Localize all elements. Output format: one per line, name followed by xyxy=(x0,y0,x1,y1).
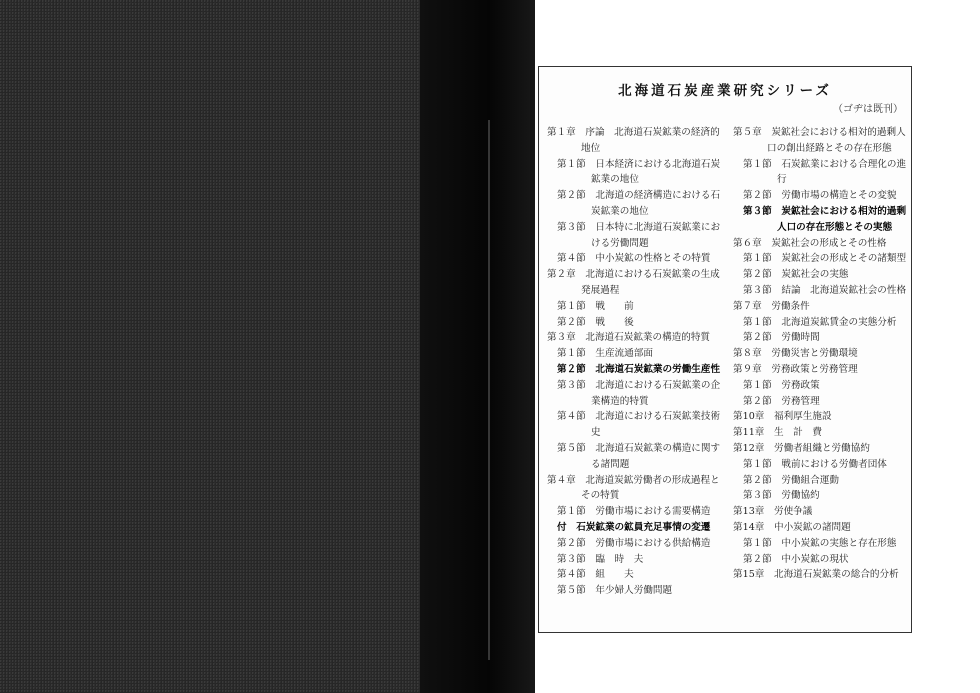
toc-entry xyxy=(547,251,723,267)
toc-entry-text: 北海道石炭鉱業の総合的分析 xyxy=(774,569,899,581)
toc-entry-text: 口の創出経路とその存在形態 xyxy=(767,142,892,154)
toc-entry xyxy=(733,536,909,552)
toc-entry xyxy=(547,236,723,252)
toc-entry xyxy=(547,552,723,568)
toc-entry xyxy=(733,394,909,410)
toc-entry xyxy=(547,362,723,378)
toc-entry-text: 炭鉱社会の実態 xyxy=(781,269,849,281)
toc-entry-text: 発展過程 xyxy=(581,284,620,296)
toc-entry xyxy=(547,315,723,331)
toc-entry xyxy=(547,346,723,362)
toc-entry-text: 福利厚生施設 xyxy=(774,411,832,423)
toc-entry-text: 労働協約 xyxy=(781,490,820,502)
toc-entry xyxy=(733,251,909,267)
toc-entry-number: 第１節 xyxy=(743,253,772,265)
toc-entry-text: 労務管理 xyxy=(781,395,820,407)
toc-entry xyxy=(733,409,909,425)
toc-entry-text: 臨 時 夫 xyxy=(595,553,644,565)
toc-entry xyxy=(547,172,723,188)
toc-entry xyxy=(733,346,909,362)
toc-entry-number: 第６章 xyxy=(733,237,762,249)
toc-entry-text: 労務政策と労務管理 xyxy=(771,363,858,375)
toc-entry xyxy=(733,441,909,457)
toc-entry-text: 石炭鉱業の鉱員充足事情の変遷 xyxy=(576,521,711,533)
toc-entry-number: 第１節 xyxy=(557,300,586,312)
toc-entry-number: 第14章 xyxy=(733,521,765,533)
toc-entry-text: 労働市場における需要構造 xyxy=(595,506,711,518)
toc-entry-text: 史 xyxy=(591,427,601,439)
toc-entry-text: 炭鉱社会の形成とその性格 xyxy=(771,237,887,249)
toc-entry xyxy=(547,473,723,489)
toc-entry-text: 労働組合運動 xyxy=(781,474,839,486)
toc-entry xyxy=(733,299,909,315)
toc-entry-number: 第12章 xyxy=(733,442,765,454)
toc-entry-text: 戦前における労働者団体 xyxy=(781,458,887,470)
toc-entry-text: 生産流通部面 xyxy=(595,348,653,360)
toc-entry-text: 業構造的特質 xyxy=(591,395,649,407)
toc-entry-number: 第３節 xyxy=(557,379,586,391)
toc-entry xyxy=(547,520,723,536)
toc-entry xyxy=(547,125,723,141)
binding-fold-shadow xyxy=(420,0,535,693)
toc-entry-text: 労働市場の構造とその変貌 xyxy=(781,190,897,202)
toc-entry xyxy=(733,378,909,394)
toc-entry xyxy=(733,520,909,536)
toc-entry xyxy=(547,299,723,315)
toc-entry-number: 第３章 xyxy=(547,332,576,344)
toc-entry xyxy=(733,204,909,220)
toc-entry-text: 炭鉱社会の形成とその諸類型 xyxy=(781,253,907,265)
toc-entry xyxy=(733,172,909,188)
toc-entry-text: 日本経済における北海道石炭 xyxy=(595,158,721,170)
toc-entry-text: 北海道石炭鉱業の構造的特質 xyxy=(585,332,711,344)
toc-entry-number: 第３節 xyxy=(557,553,586,565)
toc-entry-number: 第３節 xyxy=(743,205,772,217)
toc-entry-text: 労働市場における供給構造 xyxy=(595,537,711,549)
toc-entry xyxy=(733,567,909,583)
toc-entry-number: 第７章 xyxy=(733,300,762,312)
page-crease xyxy=(488,120,490,660)
toc-column-right xyxy=(733,125,909,583)
toc-entry-text: 行 xyxy=(777,174,787,186)
toc-entry-number: 第５章 xyxy=(733,127,762,138)
toc-entry xyxy=(733,267,909,283)
toc-entry xyxy=(733,473,909,489)
toc-entry xyxy=(733,220,909,236)
toc-entry-text: 炭鉱業の地位 xyxy=(591,205,649,217)
toc-entry xyxy=(547,394,723,410)
toc-entry-text: 中小炭鉱の性格とその特質 xyxy=(595,253,711,265)
toc-entry-number: 第２節 xyxy=(743,553,772,565)
toc-entry-text: 鉱業の地位 xyxy=(591,174,639,186)
toc-entry-number: 第１章 xyxy=(547,127,576,138)
toc-entry-text: 労務政策 xyxy=(781,379,820,391)
series-note: （ゴヂは既刊） xyxy=(833,104,903,115)
toc-entry-number: 第３節 xyxy=(743,490,772,502)
toc-entry-text: 北海道石炭鉱業の構造に関す xyxy=(595,442,721,454)
toc-entry-text: 中小炭鉱の諸問題 xyxy=(774,521,851,533)
toc-entry xyxy=(547,204,723,220)
series-toc-box xyxy=(538,66,912,633)
toc-entry-text: 労働時間 xyxy=(781,332,820,344)
toc-entry xyxy=(733,425,909,441)
toc-entry-number: 第11章 xyxy=(733,427,765,439)
toc-entry-number: 第２節 xyxy=(743,332,772,344)
toc-entry-number: 第１節 xyxy=(743,458,772,470)
toc-entry xyxy=(547,583,723,599)
toc-entry xyxy=(547,330,723,346)
toc-entry-number: 第２節 xyxy=(557,316,586,328)
toc-entry-number: 第１節 xyxy=(557,158,586,170)
toc-entry-number: 第１節 xyxy=(743,379,772,391)
toc-entry-text: 炭鉱社会における相対的過剰人 xyxy=(771,127,906,138)
toc-entry xyxy=(733,283,909,299)
toc-entry-text: 北海道石炭鉱業の労働生産性 xyxy=(595,363,721,375)
toc-entry-number: 第15章 xyxy=(733,569,765,581)
toc-entry xyxy=(733,330,909,346)
toc-entry-text: 北海道炭鉱賃金の実態分析 xyxy=(781,316,897,328)
toc-entry xyxy=(547,567,723,583)
toc-entry-text: 労働災害と労働環境 xyxy=(771,348,858,360)
toc-entry xyxy=(547,157,723,173)
toc-entry xyxy=(733,236,909,252)
toc-entry xyxy=(547,441,723,457)
toc-entry xyxy=(547,378,723,394)
toc-entry-text: 北海道における石炭鉱業の生成 xyxy=(585,269,720,281)
toc-entry-text: 組 夫 xyxy=(595,569,634,581)
toc-entry-text: 結論 北海道炭鉱社会の性格 xyxy=(781,284,907,296)
toc-entry-number: 第８章 xyxy=(733,348,762,360)
toc-entry-number: 第１節 xyxy=(743,537,772,549)
toc-entry-number: 第２節 xyxy=(743,190,772,202)
toc-entry-number: 第４節 xyxy=(557,569,586,581)
toc-entry-number: 第13章 xyxy=(733,506,765,518)
toc-entry-text: 生 計 費 xyxy=(774,427,822,439)
toc-entry xyxy=(547,425,723,441)
toc-entry-number: 第２節 xyxy=(557,537,586,549)
toc-entry xyxy=(733,552,909,568)
toc-entry xyxy=(547,457,723,473)
toc-entry-text: 炭鉱社会における相対的過剰 xyxy=(781,205,907,217)
toc-entry xyxy=(547,267,723,283)
toc-entry-text: 石炭鉱業における合理化の進 xyxy=(781,158,907,170)
toc-entry-number: 第４節 xyxy=(557,253,586,265)
toc-entry-text: 労働者組織と労働協約 xyxy=(774,442,870,454)
toc-entry-number: 第９章 xyxy=(733,363,762,375)
toc-entry-text: 中小炭鉱の実態と存在形態 xyxy=(781,537,897,549)
toc-entry-text: 中小炭鉱の現状 xyxy=(781,553,849,565)
toc-entry-number: 第３節 xyxy=(743,284,772,296)
toc-entry xyxy=(733,362,909,378)
toc-entry-text: その特質 xyxy=(581,490,620,502)
toc-entry-number: 第２節 xyxy=(557,190,586,202)
toc-entry-text: 序論 北海道石炭鉱業の経済的 xyxy=(585,127,720,138)
toc-entry-text: ける労働問題 xyxy=(591,237,649,249)
toc-entry-text: 戦 後 xyxy=(595,316,634,328)
toc-entry-number: 付 xyxy=(557,521,567,533)
toc-entry xyxy=(733,457,909,473)
toc-entry xyxy=(547,504,723,520)
toc-entry-number: 第２章 xyxy=(547,269,576,281)
toc-entry-text: 労働条件 xyxy=(771,300,810,312)
toc-entry-text: 戦 前 xyxy=(595,300,634,312)
toc-column-left xyxy=(547,125,723,599)
toc-entry xyxy=(733,488,909,504)
toc-entry-number: 第５節 xyxy=(557,585,586,597)
toc-entry-text: る諸問題 xyxy=(591,458,630,470)
toc-entry xyxy=(547,283,723,299)
toc-entry-number: 第２節 xyxy=(557,363,586,375)
series-title: 北海道石炭産業研究シリーズ xyxy=(618,83,832,99)
toc-entry xyxy=(733,504,909,520)
toc-entry xyxy=(547,188,723,204)
toc-entry-text: 北海道の経済構造における石 xyxy=(595,190,721,202)
toc-entry-text: 年少婦人労働問題 xyxy=(595,585,673,597)
toc-entry-number: 第５節 xyxy=(557,442,586,454)
toc-entry-number: 第２節 xyxy=(743,474,772,486)
toc-entry-text: 北海道炭鉱労働者の形成過程と xyxy=(585,474,720,486)
toc-entry-text: 地位 xyxy=(581,142,601,154)
toc-entry-number: 第４章 xyxy=(547,474,576,486)
toc-entry xyxy=(733,315,909,331)
toc-entry-number: 第１節 xyxy=(557,348,586,360)
toc-entry xyxy=(733,125,909,141)
toc-entry-number: 第４節 xyxy=(557,411,586,423)
toc-entry-number: 第１節 xyxy=(743,158,772,170)
toc-entry-text: 労使争議 xyxy=(774,506,813,518)
toc-entry xyxy=(547,536,723,552)
toc-entry xyxy=(733,141,909,157)
toc-entry-number: 第１節 xyxy=(557,506,586,518)
toc-entry xyxy=(547,409,723,425)
toc-entry-text: 人口の存在形態とその実態 xyxy=(777,221,893,233)
toc-entry xyxy=(733,157,909,173)
toc-entry xyxy=(733,188,909,204)
toc-entry-number: 第３節 xyxy=(557,221,586,233)
toc-entry-number: 第10章 xyxy=(733,411,765,423)
toc-entry xyxy=(547,141,723,157)
toc-entry-number: 第２節 xyxy=(743,395,772,407)
toc-entry xyxy=(547,220,723,236)
toc-entry-text: 北海道における石炭鉱業技術 xyxy=(595,411,721,423)
toc-entry xyxy=(547,488,723,504)
toc-entry-text: 北海道における石炭鉱業の企 xyxy=(595,379,721,391)
toc-entry-text: 日本特に北海道石炭鉱業にお xyxy=(595,221,721,233)
toc-entry-number: 第１節 xyxy=(743,316,772,328)
toc-entry-number: 第２節 xyxy=(743,269,772,281)
